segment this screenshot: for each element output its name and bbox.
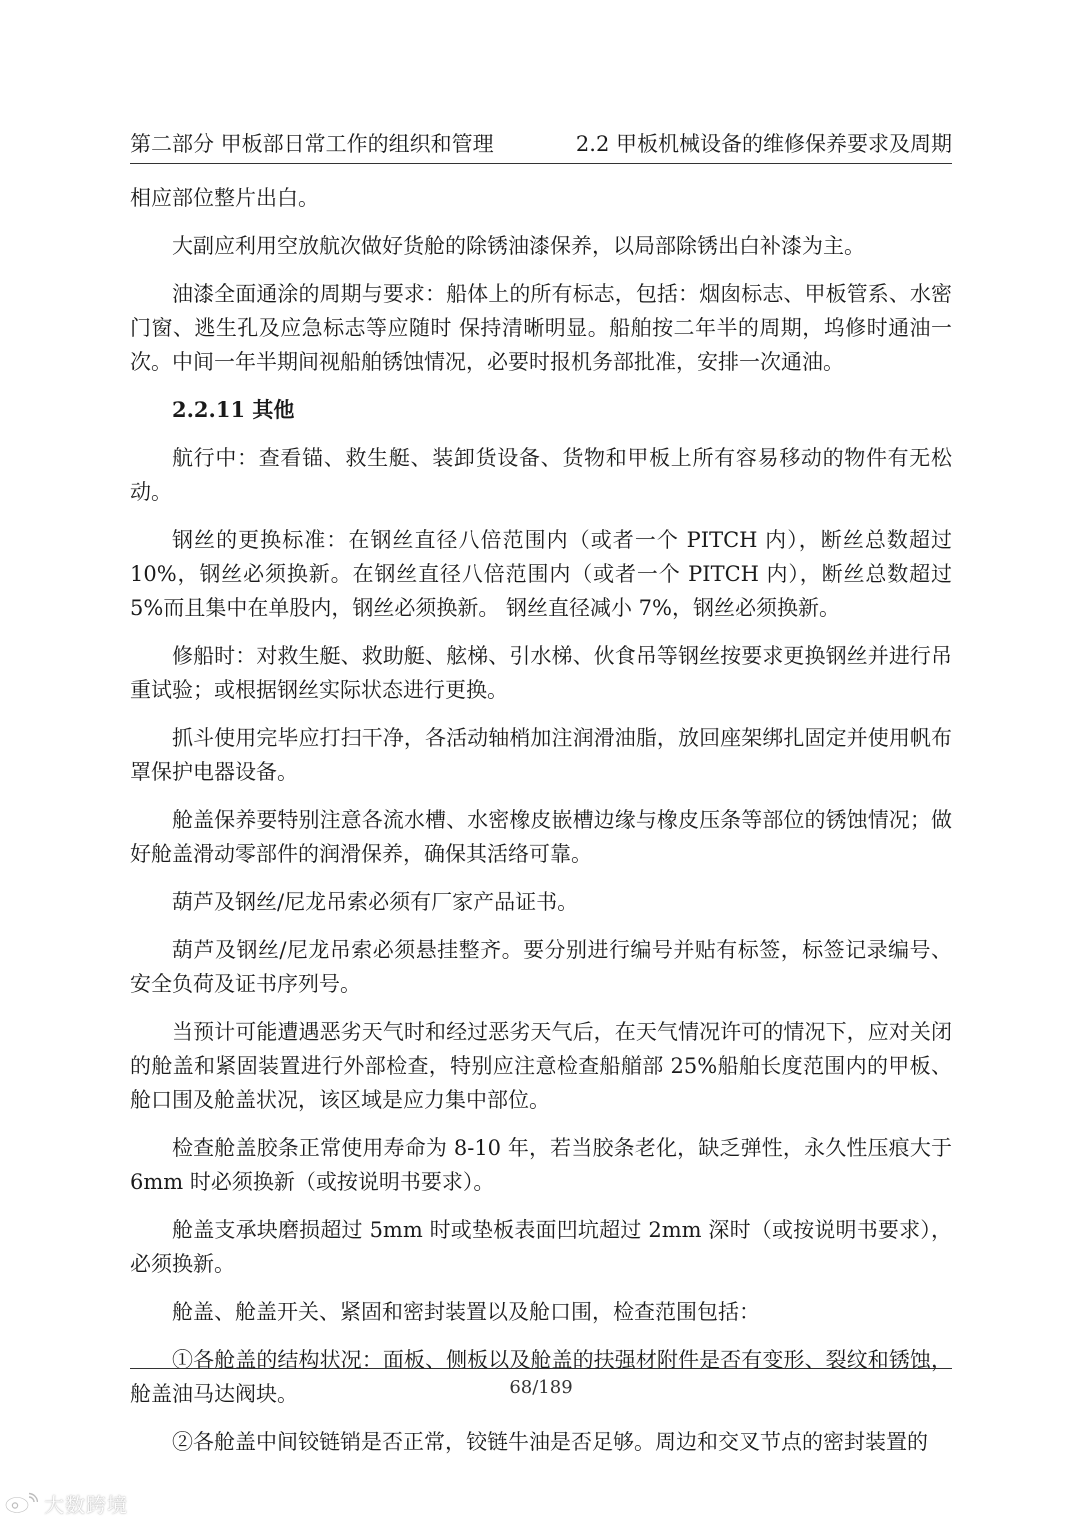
paragraph: 航行中：查看锚、救生艇、装卸货设备、货物和甲板上所有容易移动的物件有无松动。: [130, 446, 952, 504]
paragraph: 相应部位整片出白。: [130, 186, 319, 210]
header-divider: [130, 163, 952, 164]
paragraph: 葫芦及钢丝/尼龙吊索必须有厂家产品证书。: [172, 890, 579, 914]
watermark: [4, 1488, 128, 1518]
running-header: [130, 128, 952, 160]
paragraph: 舱盖支承块磨损超过 5mm 时或垫板表面凹坑超过 2mm 深时（或按说明书要求），必须换新。: [130, 1218, 952, 1276]
header-section-title: 2.2 甲板机械设备的维修保养要求及周期: [575, 132, 952, 156]
paragraph: ①各舱盖的结构状况：面板、侧板以及舱盖的扶强材附件是否有变形、裂纹和锈蚀，舱盖油马达阀块。: [130, 1348, 952, 1406]
paragraph: 舱盖保养要特别注意各流水槽、水密橡皮嵌槽边缘与橡皮压条等部位的锈蚀情况；做好舱盖滑动零部件的润滑保养，确保其活络可靠。: [130, 808, 952, 866]
page-number: 68/189: [509, 1377, 573, 1398]
paragraph: 油漆全面通涂的周期与要求：船体上的所有标志，包括：烟囱标志、甲板管系、水密门窗、逃生孔及应急标志等应随时 保持清晰明显。船舶按二年半的周期，坞修时通油一次。中间一年半期间视船舶锈蚀情况，必要时报机务部批准，安排一次通油。: [130, 282, 952, 374]
paragraph: ②各舱盖中间铰链销是否正常，铰链牛油是否足够。周边和交叉节点的密封装置的: [172, 1430, 928, 1454]
paragraph: 当预计可能遭遇恶劣天气时和经过恶劣天气后，在天气情况许可的情况下，应对关闭的舱盖和紧固装置进行外部检查，特别应注意检查船艏部 25%船舶长度范围内的甲板、舱口围及舱盖状况，该区域是应力集中部位。: [130, 1020, 952, 1112]
watermark-text: 大数跨境: [44, 1492, 128, 1517]
paragraph: 钢丝的更换标准：在钢丝直径八倍范围内（或者一个 PITCH 内），断丝总数超过10%，钢丝必须换新。在钢丝直径八倍范围内（或者一个 PITCH 内），断丝总数超过5%而且集中在单股内，钢丝必须换新。 钢丝直径减小 7%，钢丝必须换新。: [130, 528, 952, 620]
section-heading: 2.2.11 其他: [172, 397, 295, 422]
paragraph: 检查舱盖胶条正常使用寿命为 8-10 年，若当胶条老化，缺乏弹性，永久性压痕大于 6mm 时必须换新（或按说明书要求）。: [130, 1136, 952, 1194]
paragraph: 抓斗使用完毕应打扫干净，各活动轴梢加注润滑油脂，放回座架绑扎固定并使用帆布罩保护电器设备。: [130, 726, 952, 784]
paragraph: 舱盖、舱盖开关、紧固和密封装置以及舱口围，检查范围包括：: [172, 1300, 760, 1324]
paragraph: 大副应利用空放航次做好货舱的除锈油漆保养，以局部除锈出白补漆为主。: [172, 234, 865, 258]
weibo-logo-icon: [4, 1492, 38, 1514]
paragraph: 修船时：对救生艇、救助艇、舷梯、引水梯、伙食吊等钢丝按要求更换钢丝并进行吊重试验；或根据钢丝实际状态进行更换。: [130, 644, 952, 702]
footer-divider: [130, 1368, 952, 1369]
page-body: [130, 181, 952, 1473]
header-part-title: 第二部分 甲板部日常工作的组织和管理: [130, 132, 494, 156]
paragraph: 葫芦及钢丝/尼龙吊索必须悬挂整齐。要分别进行编号并贴有标签，标签记录编号、安全负荷及证书序列号。: [130, 938, 952, 996]
